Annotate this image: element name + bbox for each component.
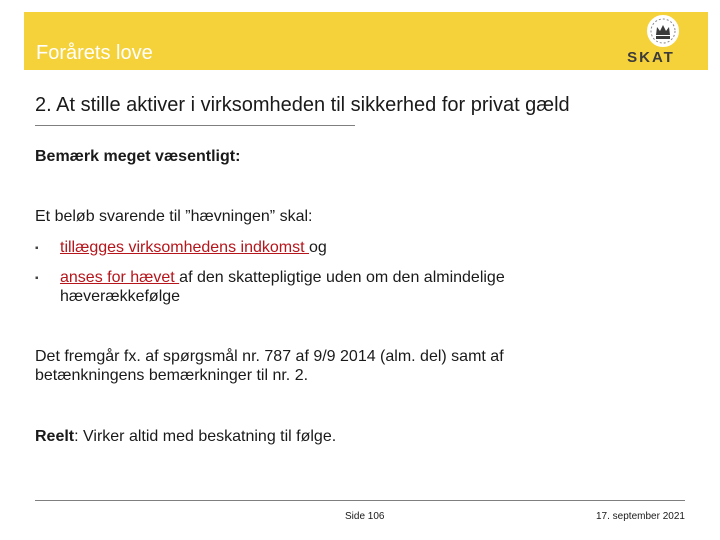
header-band (24, 12, 708, 70)
conclusion-text (35, 427, 336, 446)
svg-text:SKAT: SKAT (627, 49, 675, 65)
note-heading: Bemærk meget væsentligt: (35, 148, 241, 165)
slide-subtitle: 2. At stille aktiver i virksomheden til sikkerhed for privat gæld (35, 94, 570, 116)
bullet-marker-1: ▪ (35, 243, 39, 254)
conclusion-rest: : Virker altid med beskatning til følge. (74, 428, 337, 445)
footer-date: 17. september 2021 (596, 511, 685, 522)
bullet-item-1 (60, 238, 327, 257)
conclusion-bold: Reelt (35, 428, 75, 445)
bullet-2-continuation: hæverækkefølge (60, 288, 181, 305)
page-number: Side 106 (345, 511, 385, 522)
subtitle-divider (35, 125, 355, 126)
source-line-2: betænkningens bemærkninger til nr. 2. (35, 367, 309, 384)
skat-logo-icon (617, 49, 685, 65)
presentation-title: Forårets love (36, 42, 153, 64)
footer-divider (35, 500, 685, 501)
bullet-1-highlight: tillægges virksomhedens indkomst (60, 239, 309, 256)
source-line-1: Det fremgår fx. af spørgsmål nr. 787 af 9/9 2014 (alm. del) samt af (35, 348, 504, 365)
bullet-2-highlight: anses for hævet (60, 269, 180, 286)
intro-text: Et beløb svarende til ”hævningen” skal: (35, 208, 313, 225)
bullet-2-text: af den skattepligtige uden om den almindelige (179, 269, 505, 286)
bullet-item-2 (60, 268, 505, 287)
crown-logo-icon (646, 14, 680, 48)
bullet-1-text: og (309, 239, 327, 256)
bullet-marker-2: ▪ (35, 273, 39, 284)
